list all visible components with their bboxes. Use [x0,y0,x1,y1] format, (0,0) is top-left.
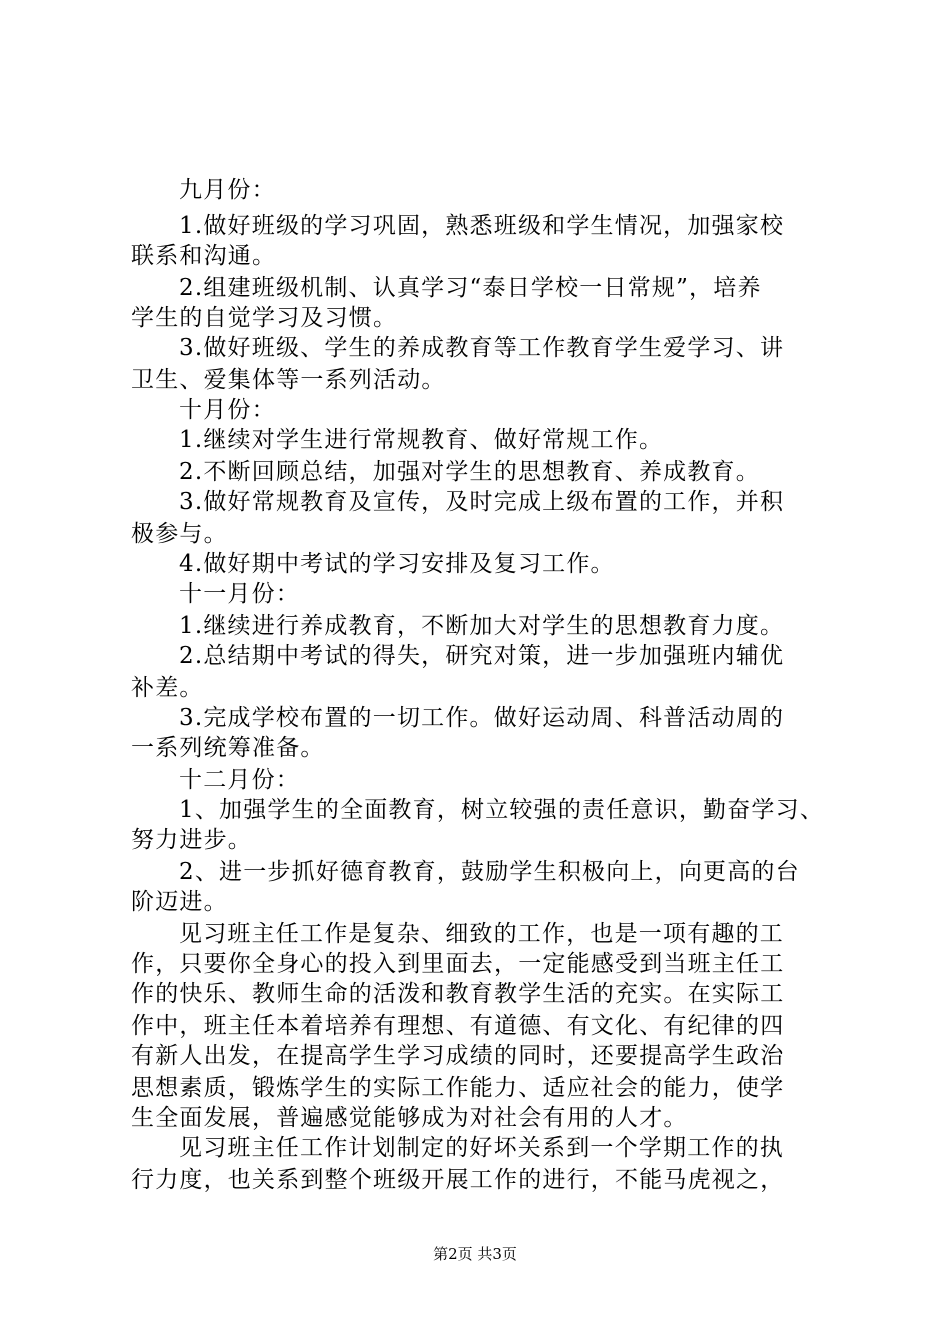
body-line: 联系和沟通。 [131,243,277,269]
paragraph-line: 见习班主任工作计划制定的好坏关系到一个学期工作的执 [179,1135,784,1161]
paragraph-line: 见习班主任工作是复杂、细致的工作，也是一项有趣的工 [179,921,784,947]
body-line: 3.做好常规教育及宣传，及时完成上级布置的工作，并积 [179,489,785,515]
body-line: 3.做好班级、学生的养成教育等工作教育学生爱学习、讲 [179,335,785,361]
body-line: 2、进一步抓好德育教育，鼓励学生积极向上，向更高的台 [179,859,800,885]
body-line: 补差。 [131,675,204,701]
paragraph-line: 有新人出发，在提高学生学习成绩的同时，还要提高学生政治 [131,1043,785,1069]
heading-october: 十月份： [179,397,276,423]
body-line: 学生的自觉学习及习惯。 [131,305,398,331]
body-line: 2.不断回顾总结，加强对学生的思想教育、养成教育。 [179,459,760,485]
paragraph-line: 作中，班主任本着培养有理想、有道德、有文化、有纪律的四 [131,1013,785,1039]
heading-december: 十二月份： [179,767,300,793]
heading-november: 十一月份： [179,581,300,607]
body-line: 极参与。 [131,521,228,547]
body-line: 1、加强学生的全面教育，树立较强的责任意识，勤奋学习、 [179,797,825,823]
body-line: 1.继续对学生进行常规教育、做好常规工作。 [179,427,664,453]
heading-september: 九月份： [179,177,276,203]
body-line: 4.做好期中考试的学习安排及复习工作。 [179,551,615,577]
body-line: 卫生、爱集体等一系列活动。 [131,367,446,393]
body-line: 2.总结期中考试的得失，研究对策，进一步加强班内辅优 [179,643,785,669]
paragraph-line: 思想素质，锻炼学生的实际工作能力、适应社会的能力，使学 [131,1075,785,1101]
body-line: 阶迈进。 [131,889,228,915]
body-line: 2.组建班级机制、认真学习“泰日学校一日常规”，培养 [179,275,762,301]
paragraph-line: 作，只要你全身心的投入到里面去，一定能感受到当班主任工 [131,951,785,977]
body-line: 一系列统筹准备。 [131,735,325,761]
body-line: 1.做好班级的学习巩固，熟悉班级和学生情况，加强家校 [179,213,785,239]
body-line: 3.完成学校布置的一切工作。做好运动周、科普活动周的 [179,705,785,731]
paragraph-line: 行力度，也关系到整个班级开展工作的进行，不能马虎视之， [131,1167,785,1193]
paragraph-line: 生全面发展，普遍感觉能够成为对社会有用的人才。 [131,1105,688,1131]
body-line: 1.继续进行养成教育，不断加大对学生的思想教育力度。 [179,613,785,639]
page-number-footer: 第2页 共3页 [433,1245,517,1263]
paragraph-line: 作的快乐、教师生命的活泼和教育教学生活的充实。在实际工 [131,981,785,1007]
body-line: 努力进步。 [131,827,252,853]
